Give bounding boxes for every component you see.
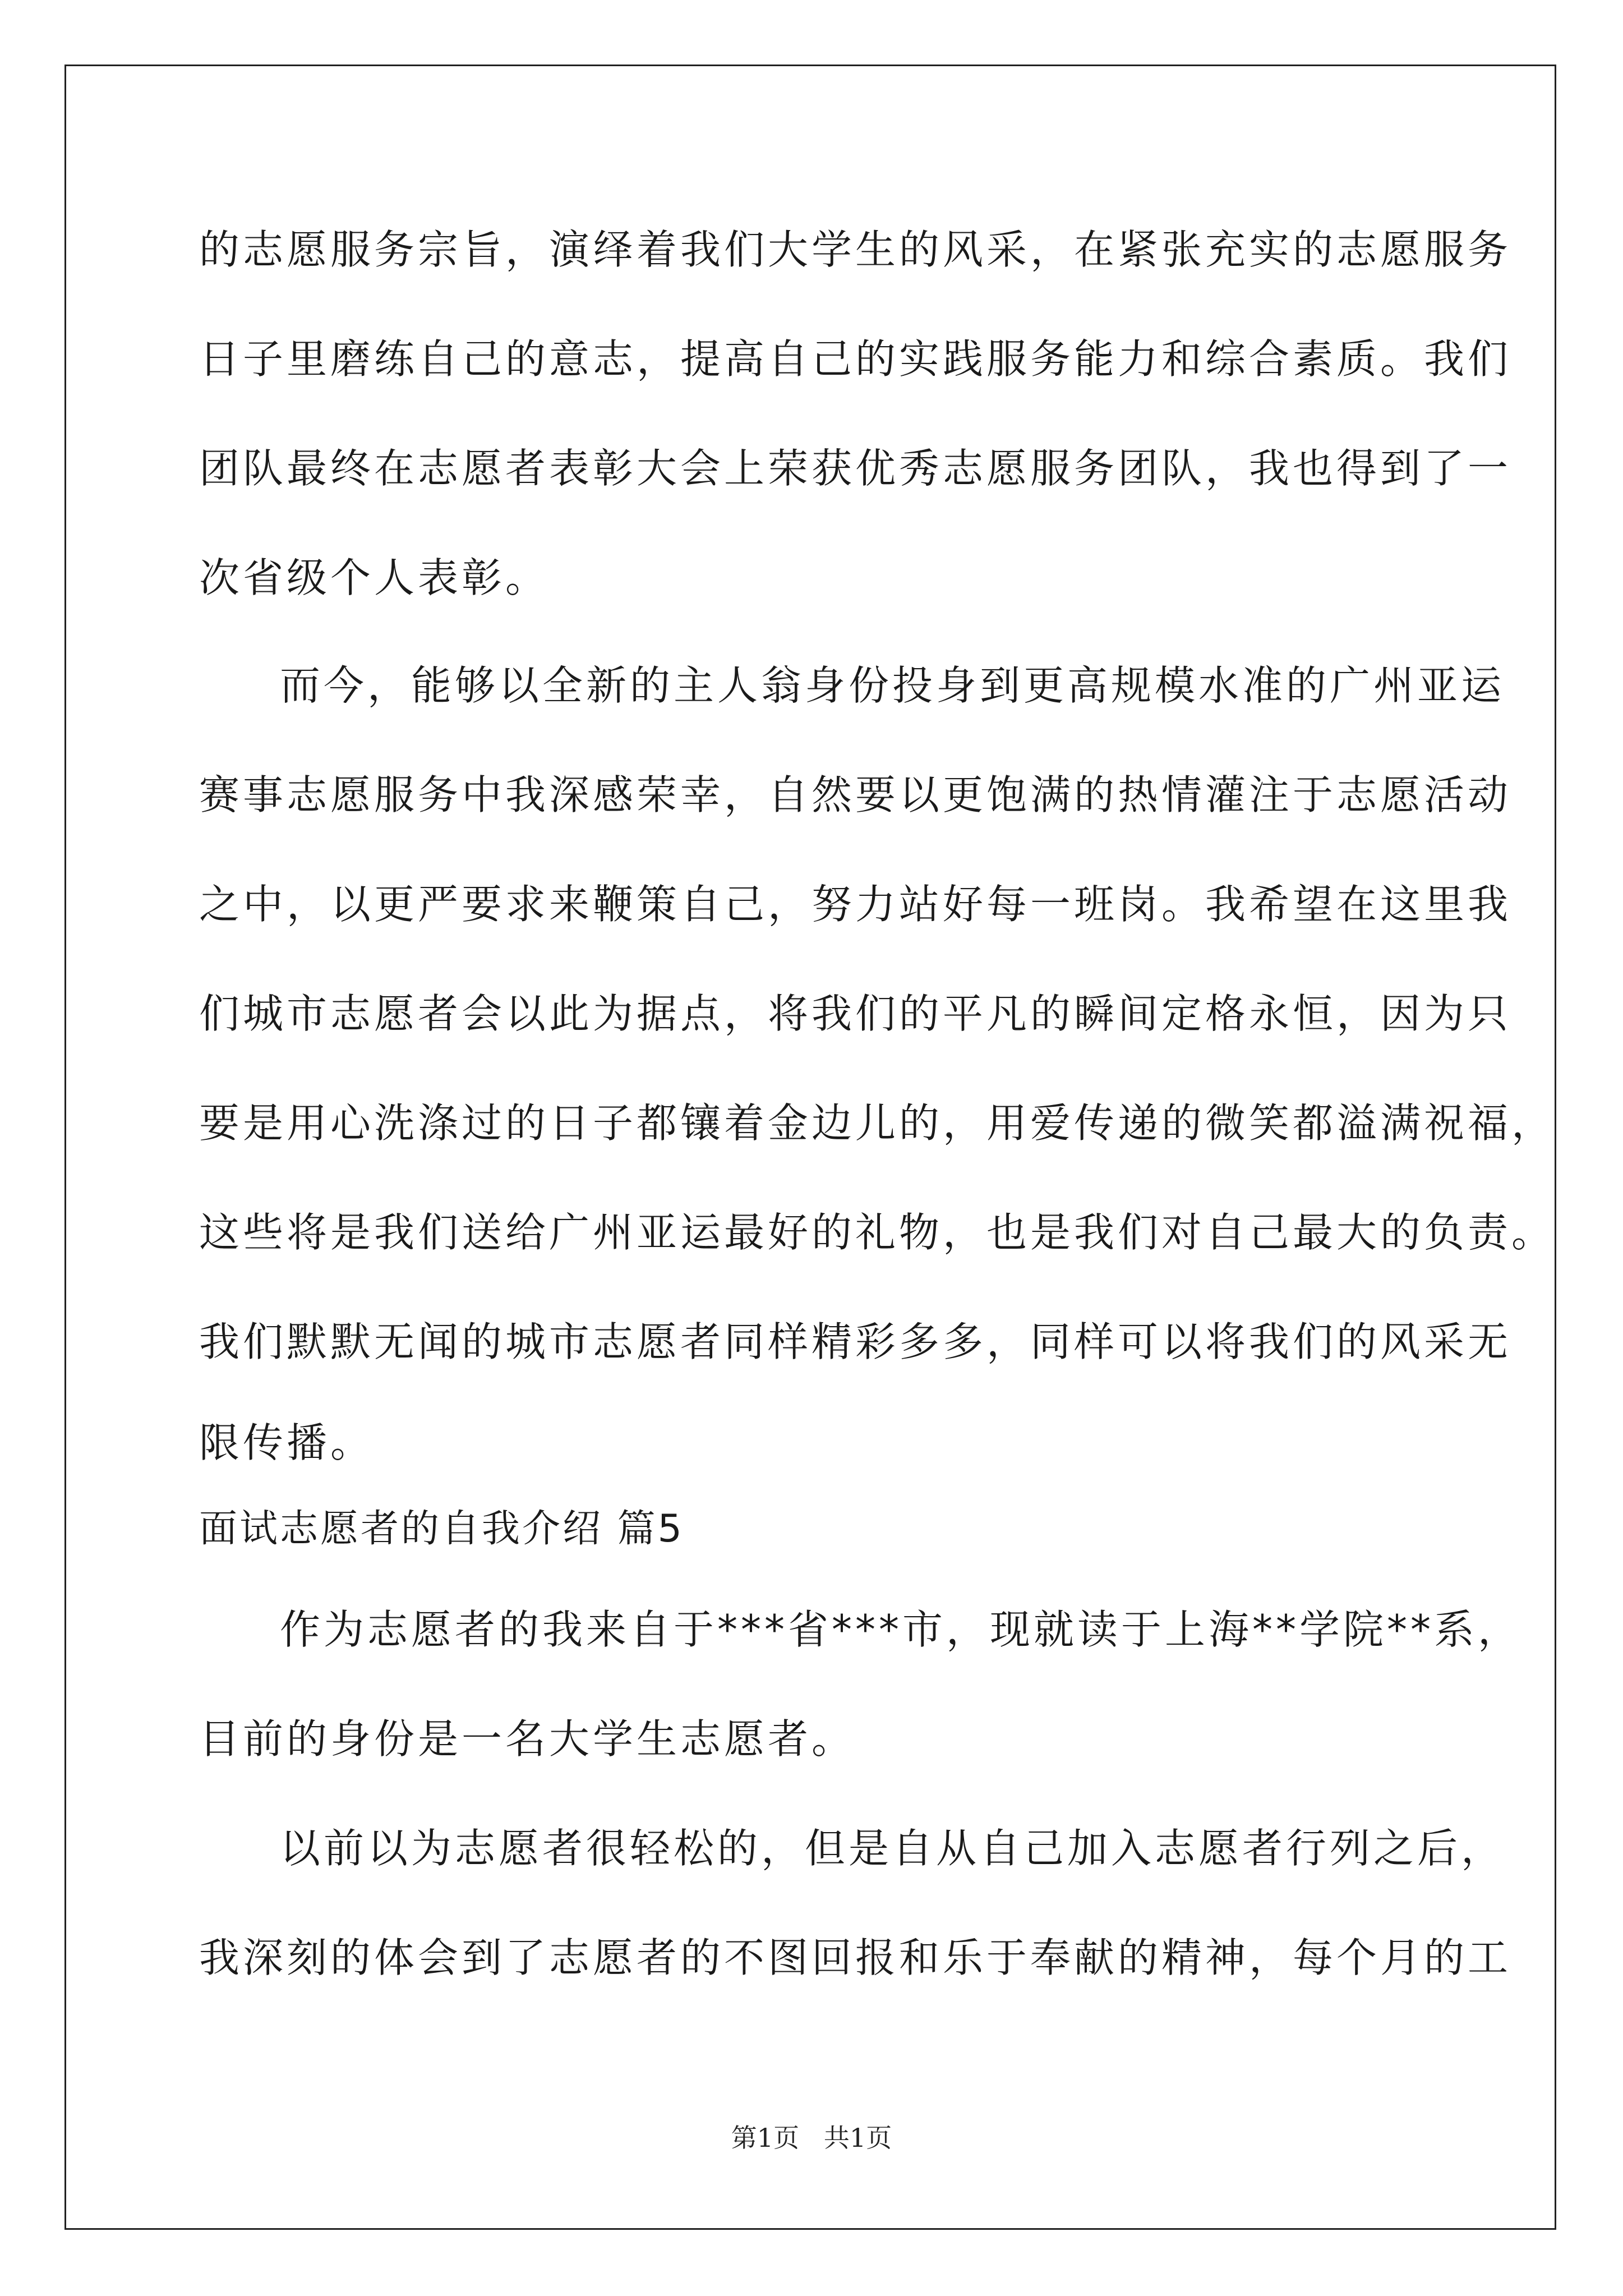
text-line: 之中，以更严要求来鞭策自己，努力站好每一班岗。我希望在这里我 <box>199 881 1512 928</box>
text-line: 赛事志愿服务中我深感荣幸，自然要以更饱满的热情灌注于志愿活动 <box>199 771 1512 818</box>
text-line: 这些将是我们送给广州亚运最好的礼物，也是我们对自己最大的负责。 <box>199 1209 1556 1256</box>
text-line: 要是用心洗涤过的日子都镶着金边儿的，用爱传递的微笑都溢满祝福， <box>199 1099 1556 1147</box>
text-line: 我深刻的体会到了志愿者的不图回报和乐于奉献的精神，每个月的工 <box>199 1934 1512 1981</box>
paragraph-start: 而今，能够以全新的主人翁身份投身到更高规模水准的广州亚运 <box>280 662 1505 709</box>
section-heading: 面试志愿者的自我介绍 篇5 <box>199 1507 684 1551</box>
page-number: 第1页 共1页 <box>731 2123 892 2153</box>
paragraph-start: 作为志愿者的我来自于***省***市，现就读于上海**学院**系， <box>280 1606 1522 1653</box>
text-line: 们城市志愿者会以此为据点，将我们的平凡的瞬间定格永恒，因为只 <box>199 990 1512 1037</box>
text-line: 团队最终在志愿者表彰大会上荣获优秀志愿服务团队，我也得到了一 <box>199 445 1512 492</box>
text-line: 次省级个人表彰。 <box>199 554 550 601</box>
text-line: 我们默默无闻的城市志愿者同样精彩多多，同样可以将我们的风采无 <box>199 1318 1512 1365</box>
text-line: 日子里磨练自己的意志，提高自己的实践服务能力和综合素质。我们 <box>199 335 1512 383</box>
text-line: 的志愿服务宗旨，演绎着我们大学生的风采，在紧张充实的志愿服务 <box>199 226 1512 273</box>
text-line: 限传播。 <box>199 1419 375 1466</box>
paragraph-start: 以前以为志愿者很轻松的，但是自从自己加入志愿者行列之后， <box>280 1825 1505 1872</box>
text-line: 目前的身份是一名大学生志愿者。 <box>199 1715 856 1763</box>
